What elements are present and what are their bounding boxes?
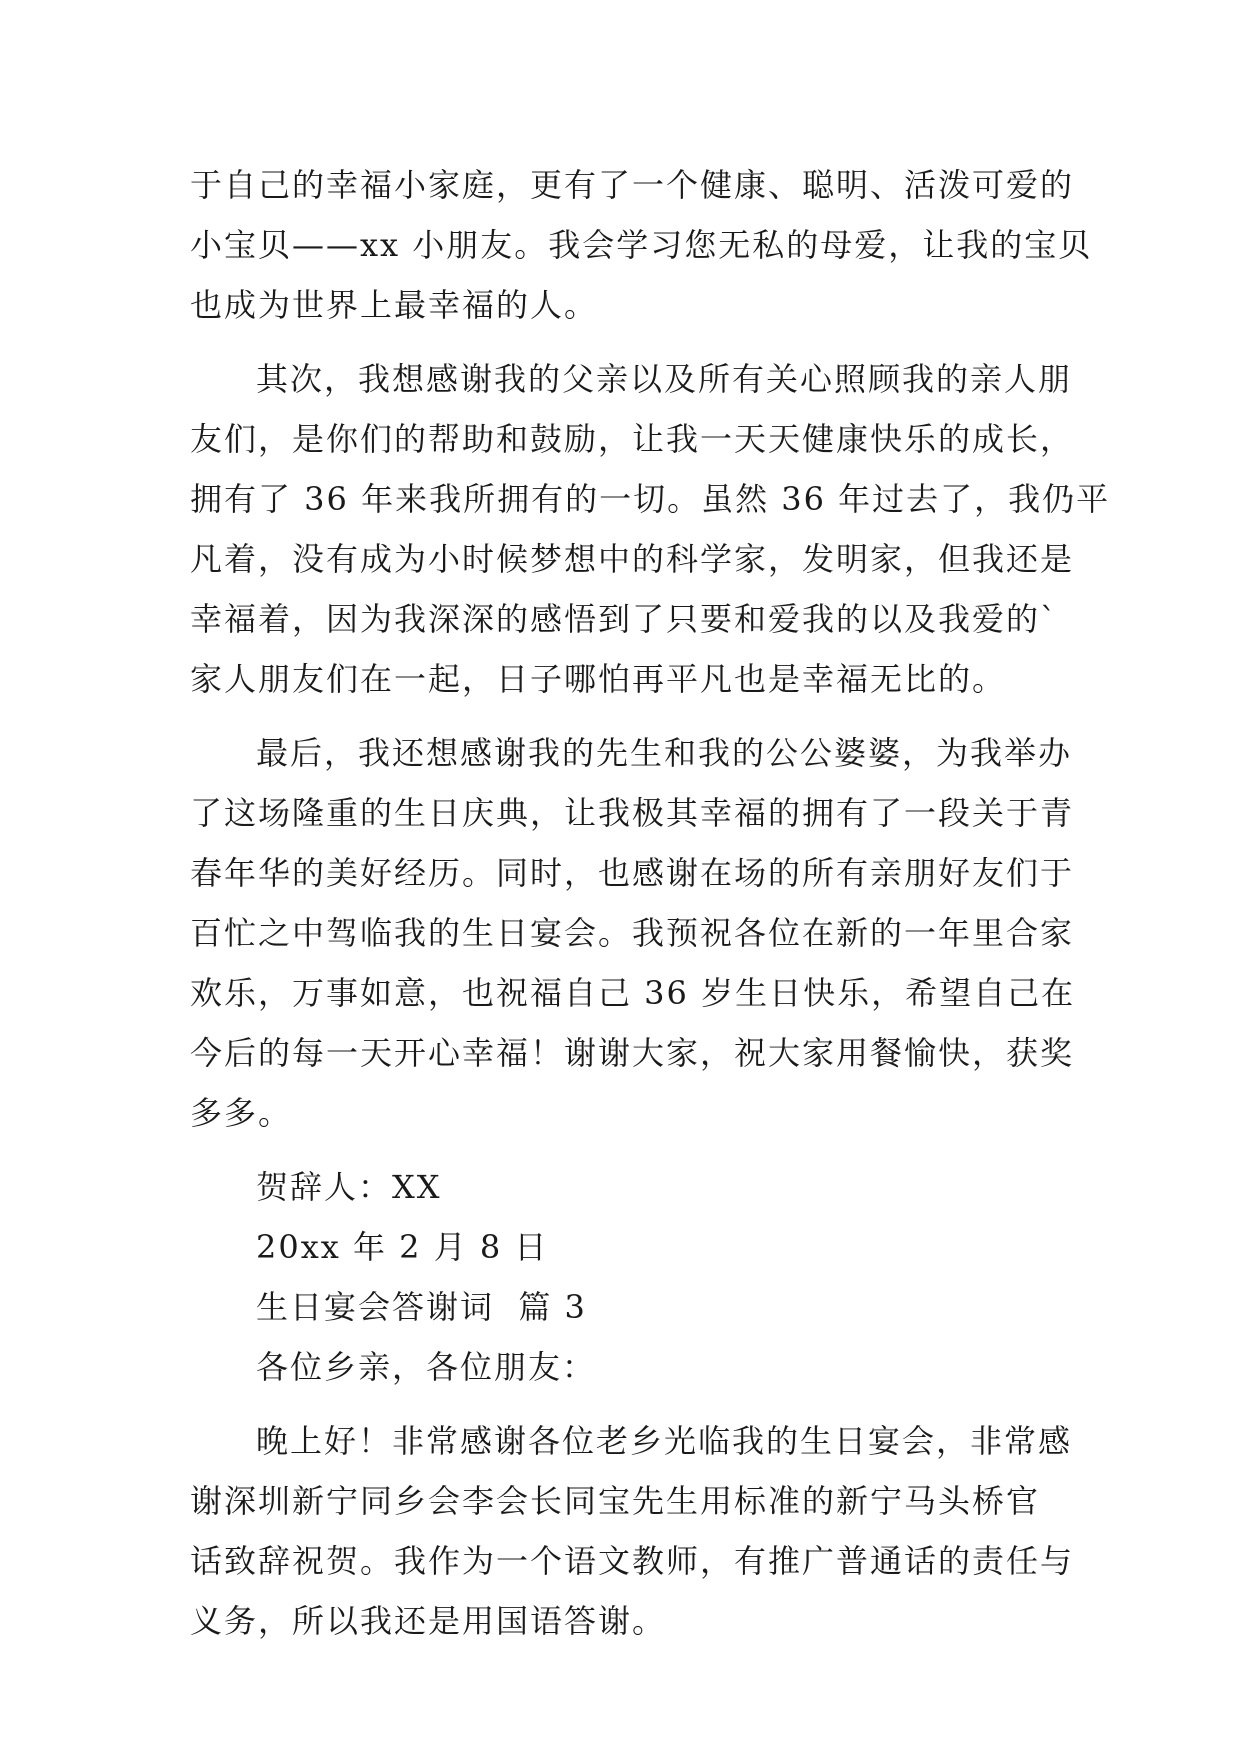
paragraph-line: 友们，是你们的帮助和鼓励，让我一天天健康快乐的成长， [190, 420, 1075, 458]
paragraph-line: 家人朋友们在一起，日子哪怕再平凡也是幸福无比的。 [190, 660, 1007, 698]
paragraph-line: 今后的每一天开心幸福！谢谢大家，祝大家用餐愉快，获奖 [190, 1034, 1075, 1072]
paragraph-line: 义务，所以我还是用国语答谢。 [190, 1602, 667, 1640]
section-title: 生日宴会答谢词 篇 3 [256, 1288, 587, 1326]
paragraph-line: 凡着，没有成为小时候梦想中的科学家，发明家，但我还是 [190, 540, 1075, 578]
paragraph-line: 幸福着，因为我深深的感悟到了只要和爱我的以及我爱的` [190, 600, 1059, 638]
date-line: 20xx 年 2 月 8 日 [256, 1228, 549, 1266]
paragraph-line: 欢乐，万事如意，也祝福自己 36 岁生日快乐，希望自己在 [190, 974, 1076, 1012]
paragraph-line: 最后，我还想感谢我的先生和我的公公婆婆，为我举办 [256, 734, 1073, 772]
document-body [190, 155, 1111, 1651]
paragraph-line: 晚上好！非常感谢各位老乡光临我的生日宴会，非常感 [256, 1422, 1073, 1460]
paragraph-line: 于自己的幸福小家庭，更有了一个健康、聪明、活泼可爱的 [190, 166, 1075, 204]
paragraph-line: 了这场隆重的生日庆典，让我极其幸福的拥有了一段关于青 [190, 794, 1075, 832]
paragraph-line: 话致辞祝贺。我作为一个语文教师，有推广普通话的责任与 [190, 1542, 1075, 1580]
paragraph-line: 小宝贝——xx 小朋友。我会学习您无私的母爱，让我的宝贝 [190, 226, 1093, 264]
paragraph-line: 其次，我想感谢我的父亲以及所有关心照顾我的亲人朋 [256, 360, 1073, 398]
paragraph-line: 春年华的美好经历。同时，也感谢在场的所有亲朋好友们于 [190, 854, 1075, 892]
paragraph-line: 谢深圳新宁同乡会李会长同宝先生用标准的新宁马头桥官 [190, 1482, 1041, 1520]
paragraph-line: 也成为世界上最幸福的人。 [190, 286, 599, 324]
signature-line: 贺辞人：XX [256, 1168, 442, 1206]
paragraph-line: 多多。 [190, 1094, 293, 1132]
paragraph-line: 百忙之中驾临我的生日宴会。我预祝各位在新的一年里合家 [190, 914, 1075, 952]
greeting-line: 各位乡亲，各位朋友： [256, 1348, 597, 1386]
paragraph-line: 拥有了 36 年来我所拥有的一切。虽然 36 年过去了，我仍平 [190, 480, 1111, 518]
